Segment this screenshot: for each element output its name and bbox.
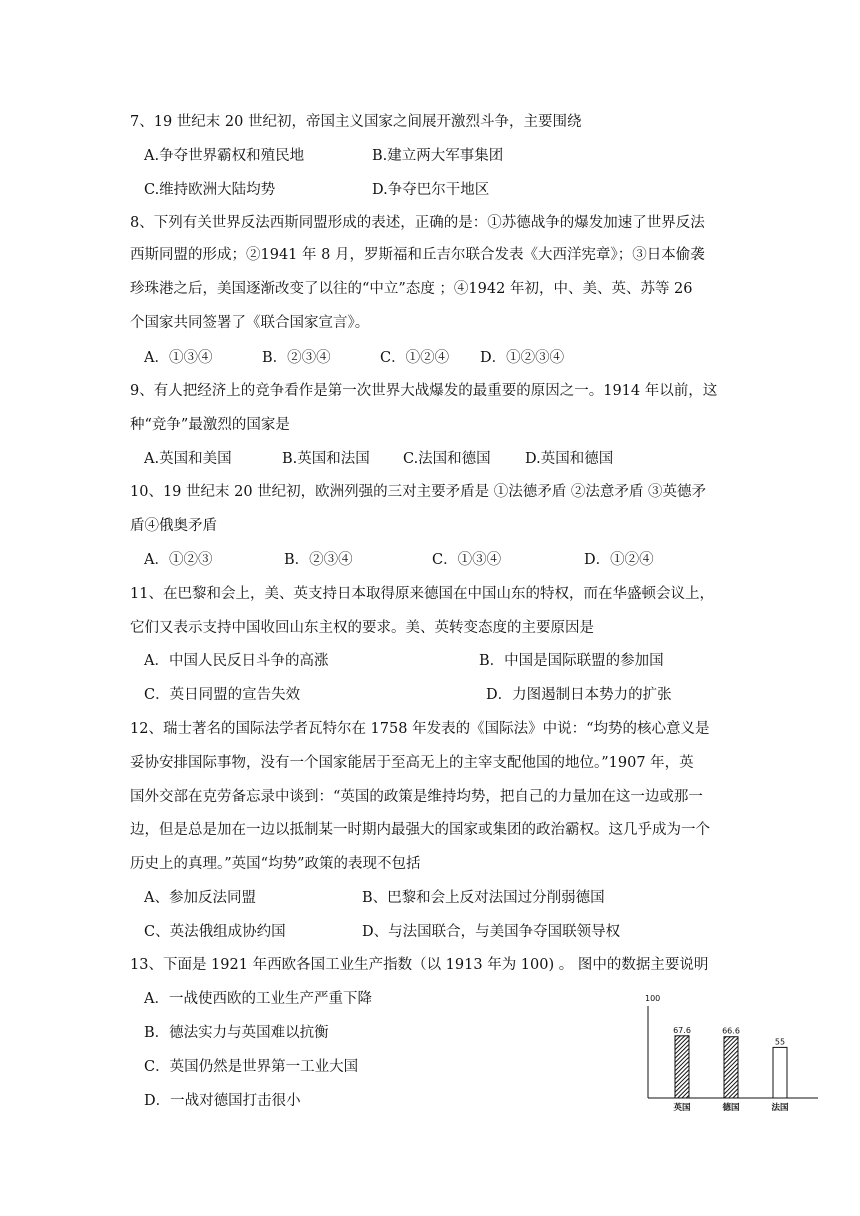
question-12-line-2: 妥协安排国际事物，没有一个国家能居于至高无上的主宰支配他国的地位。”1907 年，英: [130, 755, 694, 771]
question-7-line-1: 7、19 世纪末 20 世纪初，帝国主义国家之间展开激烈斗争，主要围绕: [130, 114, 582, 130]
bar-value-label-2: 55: [774, 1037, 786, 1047]
question-11-option-c: C．英日同盟的宣告失效: [144, 687, 301, 703]
industrial-index-bar-chart: [630, 988, 830, 1118]
question-9-option-d: D.英国和德国: [525, 451, 614, 467]
question-11-option-b: B．中国是国际联盟的参加国: [479, 653, 664, 669]
question-13-option-b: B．德法实力与英国难以抗衡: [144, 1025, 329, 1041]
question-11-option-d: D．力图遏制日本势力的扩张: [486, 687, 672, 703]
question-10-line-1: 10、19 世纪末 20 世纪初，欧洲列强的三对主要矛盾是 ①法德矛盾 ②法意矛盾 ③英德矛: [130, 484, 707, 500]
bar-0: [675, 1036, 689, 1098]
question-9-line-2: 种“竞争”最激烈的国家是: [130, 417, 290, 433]
question-8-line-1: 8、下列有关世界反法西斯同盟形成的表述，正确的是：①苏德战争的爆发加速了世界反法: [130, 215, 705, 231]
question-7-option-c: C.维持欧洲大陆均势: [144, 182, 276, 198]
bar-2: [773, 1047, 787, 1098]
question-9-option-c: C.法国和德国: [403, 451, 491, 467]
bar-value-label-0: 67.6: [673, 1025, 691, 1035]
question-12-option-c: C、英法俄组成协约国: [144, 924, 286, 940]
question-7-option-b: B.建立两大军事集团: [372, 148, 504, 164]
question-9-option-a: A.英国和美国: [144, 451, 232, 467]
question-13-option-a: A．一战使西欧的工业生产严重下降: [144, 991, 372, 1007]
question-12-option-a: A、参加反法同盟: [144, 890, 256, 906]
question-12-line-4: 边，但是总是加在一边以抵制某一时期内最强大的国家或集团的政治霸权。这几乎成为一个: [130, 822, 710, 838]
question-11-line-2: 它们又表示支持中国收回山东主权的要求。美、英转变态度的主要原因是: [130, 620, 594, 636]
question-8-line-4: 个国家共同签署了《联合国家宣言》。: [130, 315, 370, 331]
y-tick-label-100: 100: [645, 994, 661, 1003]
question-12-option-b: B、巴黎和会上反对法国过分削弱德国: [362, 890, 605, 906]
question-12-line-3: 国外交部在克劳备忘录中谈到：“英国的政策是维持均势，把自己的力量加在这一边或那一: [130, 789, 703, 805]
question-10-option-d: D．①②④: [584, 552, 654, 568]
bars-group: [673, 1026, 789, 1113]
category-label-2: 法国: [771, 1103, 789, 1113]
question-13-line-1: 13、下面是 1921 年西欧各国工业生产指数（以 1913 年为 100) 。 图中的数据主要说明: [130, 957, 709, 973]
question-12-line-1: 12、瑞士著名的国际法学者瓦特尔在 1758 年发表的《国际法》中说：“均势的核心意义是: [130, 721, 710, 737]
question-9-line-1: 9、有人把经济上的竞争看作是第一次世界大战爆发的最重要的原因之一。1914 年以前，这: [130, 383, 718, 399]
question-8-line-3: 珍珠港之后，美国逐渐改变了以往的“中立”态度 ；④1942 年初，中、美、英、苏等 26: [130, 281, 693, 297]
question-11-line-1: 11、在巴黎和会上，美、英支持日本取得原来德国在中国山东的特权，而在华盛顿会议上，: [130, 586, 714, 602]
question-10-line-2: 盾④俄奥矛盾: [130, 518, 217, 534]
question-12-option-d: D、与法国联合，与美国争夺国联领导权: [362, 924, 621, 940]
question-7-option-a: A.争夺世界霸权和殖民地: [144, 148, 305, 164]
question-12-line-5: 历史上的真理。”英国“均势”政策的表现不包括: [130, 856, 421, 872]
question-10-option-b: B．②③④: [284, 552, 353, 568]
question-10-option-c: C．①③④: [432, 552, 502, 568]
category-label-0: 英国: [673, 1103, 691, 1113]
question-13-option-d: D．一战对德国打击很小: [144, 1093, 301, 1109]
bar-value-label-1: 66.6: [722, 1026, 740, 1036]
question-9-option-b: B.英国和法国: [282, 451, 370, 467]
question-8-option-a: A．①③④: [144, 350, 213, 366]
question-7-option-d: D.争夺巴尔干地区: [372, 182, 490, 198]
question-8-line-2: 西斯同盟的形成；②1941 年 8 月，罗斯福和丘吉尔联合发表《大西洋宪章》；③日本偷袭: [130, 247, 705, 263]
question-8-option-c: C．①②④: [380, 350, 450, 366]
question-13-option-c: C．英国仍然是世界第一工业大国: [144, 1059, 359, 1075]
question-11-option-a: A．中国人民反日斗争的高涨: [144, 653, 329, 669]
bar-1: [724, 1037, 738, 1098]
question-10-option-a: A．①②③: [144, 552, 213, 568]
question-8-option-d: D．①②③④: [480, 350, 565, 366]
question-8-option-b: B．②③④: [262, 350, 331, 366]
category-label-1: 德国: [722, 1103, 740, 1113]
